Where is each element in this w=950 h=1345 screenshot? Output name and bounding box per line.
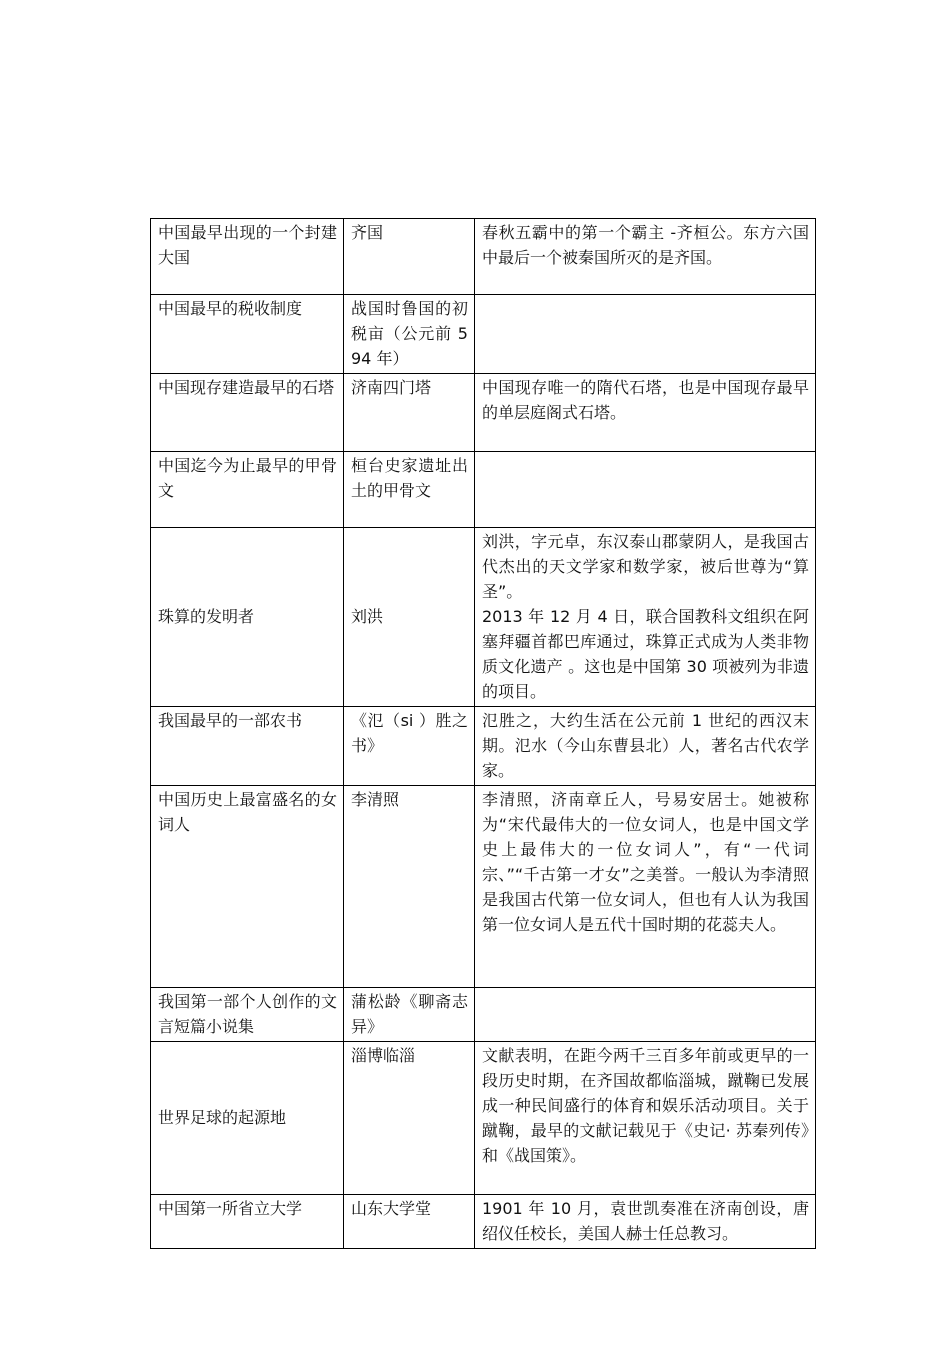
item-cell: 世界足球的起源地 <box>151 1042 344 1195</box>
note-text: 春秋五霸中的第一个霸主 -齐桓公。东方六国中最后一个被秦国所灭的是齐国。 <box>482 223 809 267</box>
note-cell <box>475 707 816 786</box>
answer-cell: 战国时鲁国的初税亩（公元前 594 年） <box>344 295 475 374</box>
answer-cell: 齐国 <box>344 219 475 295</box>
note-cell <box>475 452 816 528</box>
item-cell: 我国第一部个人创作的文言短篇小说集 <box>151 988 344 1042</box>
note-text: 中国现存唯一的隋代石塔，也是中国现存最早的单层庭阁式石塔。 <box>482 378 809 422</box>
facts-table <box>150 218 816 1249</box>
note-text: 文献表明，在距今两千三百多年前或更早的一段历史时期，在齐国故都临淄城，蹴鞠已发展成一种民间盛行的体育和娱乐活动项目。关于蹴鞠，最早的文献记载见于《史记· 苏秦列传》和《战国策》。 <box>482 1046 809 1165</box>
table-row <box>151 1042 816 1195</box>
item-cell: 珠算的发明者 <box>151 528 344 707</box>
note-text: 李清照，济南章丘人，号易安居士。她被称为“宋代最伟大的一位女词人，也是中国文学史上最伟大的一位女词人”，有“一代词宗、”“千古第一才女”之美誉。一般认为李清照是我国古代第一位女词人，但也有人认为我国第一位女词人是五代十国时期的花蕊夫人。 <box>482 790 809 934</box>
note-cell <box>475 295 816 374</box>
table-row <box>151 786 816 988</box>
answer-cell: 桓台史家遗址出土的甲骨文 <box>344 452 475 528</box>
table-row <box>151 1195 816 1249</box>
answer-cell: 《氾（si ）胜之书》 <box>344 707 475 786</box>
answer-cell: 山东大学堂 <box>344 1195 475 1249</box>
table-row <box>151 988 816 1042</box>
table-row <box>151 374 816 452</box>
item-cell: 中国现存建造最早的石塔 <box>151 374 344 452</box>
table-row <box>151 295 816 374</box>
item-cell: 中国迄今为止最早的甲骨文 <box>151 452 344 528</box>
item-cell: 我国最早的一部农书 <box>151 707 344 786</box>
answer-cell: 济南四门塔 <box>344 374 475 452</box>
note-cell <box>475 219 816 295</box>
item-cell: 中国最早的税收制度 <box>151 295 344 374</box>
answer-cell: 刘洪 <box>344 528 475 707</box>
table-row <box>151 452 816 528</box>
answer-cell: 蒲松龄《聊斋志异》 <box>344 988 475 1042</box>
item-cell: 中国最早出现的一个封建大国 <box>151 219 344 295</box>
note-cell <box>475 374 816 452</box>
note-cell <box>475 1042 816 1195</box>
item-cell: 中国历史上最富盛名的女词人 <box>151 786 344 988</box>
note-text: 1901 年 10 月，袁世凯奏准在济南创设，唐绍仪任校长，美国人赫士任总教习。 <box>482 1199 809 1243</box>
table-row <box>151 219 816 295</box>
note-cell <box>475 528 816 707</box>
answer-cell: 李清照 <box>344 786 475 988</box>
note-cell <box>475 1195 816 1249</box>
note-cell <box>475 988 816 1042</box>
table-row <box>151 528 816 707</box>
note-text: 氾胜之，大约生活在公元前 1 世纪的西汉末期。氾水（今山东曹县北）人，著名古代农学家。 <box>482 711 809 780</box>
item-cell: 中国第一所省立大学 <box>151 1195 344 1249</box>
note-text: 2013 年 12 月 4 日，联合国教科文组织在阿塞拜疆首都巴库通过，珠算正式成为人类非物质文化遗产 。这也是中国第 30 项被列为非遗的项目。 <box>482 607 809 701</box>
note-text: 刘洪，字元卓，东汉泰山郡蒙阴人，是我国古代杰出的天文学家和数学家，被后世尊为“算圣”。 <box>482 532 809 601</box>
note-cell <box>475 786 816 988</box>
answer-cell: 淄博临淄 <box>344 1042 475 1195</box>
table-row <box>151 707 816 786</box>
